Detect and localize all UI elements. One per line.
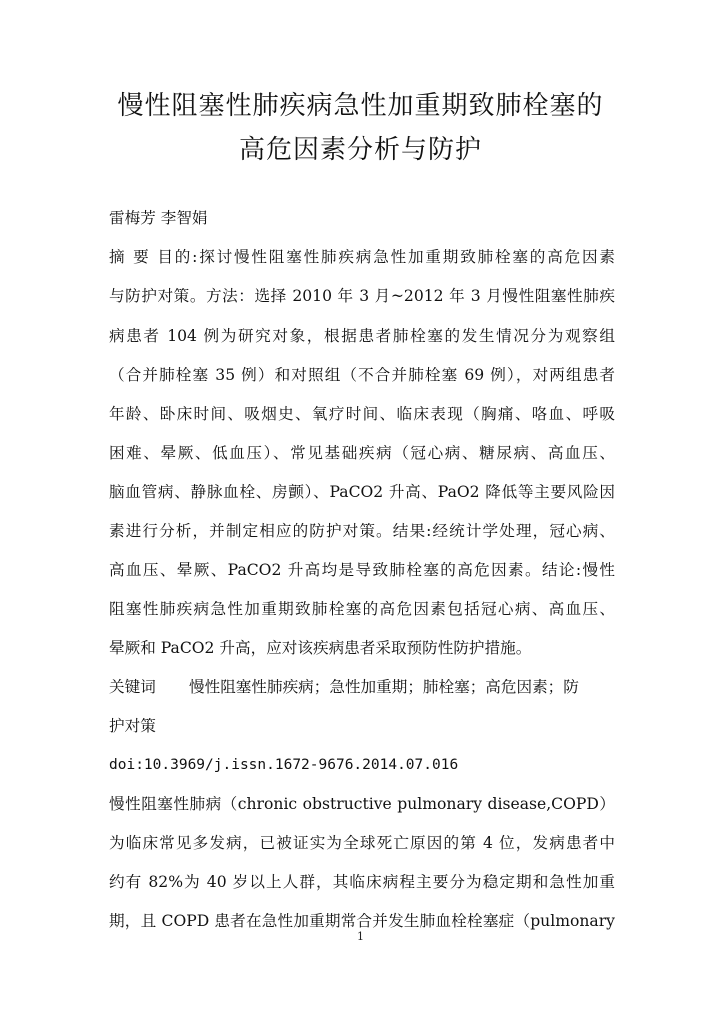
abstract-line: 摘 要 目的:探讨慢性阻塞性肺疾病急性加重期致肺栓塞的高危因素 (109, 248, 615, 266)
abstract-line: 素进行分析，并制定相应的防护对策。结果:经统计学处理，冠心病、 (109, 522, 615, 540)
abstract-line: 高血压、晕厥、PaCO2 升高均是导致肺栓塞的高危因素。结论:慢性 (109, 561, 615, 579)
keywords-label: 关键词 (109, 678, 156, 696)
abstract-line: 脑血管病、静脉血栓、房颤）、PaCO2 升高、PaO2 降低等主要风险因 (109, 483, 615, 501)
page-number: 1 (357, 930, 364, 943)
body-line: 期，且 COPD 患者在急性加重期常合并发生肺血栓栓塞症（pulmonary (109, 912, 615, 930)
abstract-line: 年龄、卧床时间、吸烟史、氧疗时间、临床表现（胸痛、咯血、呼吸 (109, 405, 615, 423)
abstract-line: 与防护对策。方法：选择 2010 年 3 月~2012 年 3 月慢性阻塞性肺疾 (109, 287, 615, 305)
body-line: 慢性阻塞性肺病（chronic obstructive pulmonary disease,COPD） (109, 795, 615, 813)
abstract-line: 阻塞性肺疾病急性加重期致肺栓塞的高危因素包括冠心病、高血压、 (109, 600, 615, 618)
authors: 雷梅芳 李智娟 (109, 209, 208, 227)
abstract-line: （合并肺栓塞 35 例）和对照组（不合并肺栓塞 69 例），对两组患者 (109, 366, 615, 384)
doi: doi:10.3969/j.issn.1672-9676.2014.07.016 (109, 757, 459, 773)
body-line: 为临床常见多发病，已被证实为全球死亡原因的第 4 位，发病患者中 (109, 834, 615, 852)
abstract-line: 困难、晕厥、低血压）、常见基础疾病（冠心病、糖尿病、高血压、 (109, 444, 615, 462)
title-line-1: 慢性阻塞性肺疾病急性加重期致肺栓塞的 (117, 91, 604, 121)
keywords-line (109, 675, 615, 699)
keywords-text: 慢性阻塞性肺疾病；急性加重期；肺栓塞；高危因素；防 (189, 678, 579, 696)
abstract-line: 晕厥和 PaCO2 升高，应对该疾病患者采取预防性防护措施。 (109, 639, 532, 657)
keywords-continuation: 护对策 (109, 717, 156, 735)
title-line-2: 高危因素分析与防护 (238, 135, 482, 165)
abstract-line: 病患者 104 例为研究对象，根据患者肺栓塞的发生情况分为观察组 (109, 327, 615, 345)
body-line: 约有 82%为 40 岁以上人群，其临床病程主要分为稳定期和急性加重 (109, 873, 615, 891)
